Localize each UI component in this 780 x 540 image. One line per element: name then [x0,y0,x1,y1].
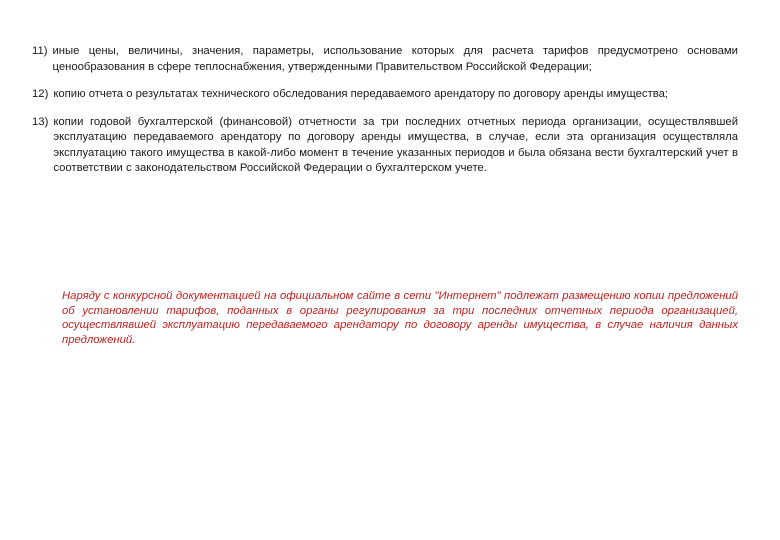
list-item-text: копии годовой бухгалтерской (финансовой) отчетности за три последних отчетных периода организации, осуществлявшей эксплуатацию передаваемого арендатору по договору аренды имущества, в случае, если эта организация осуществляла эксплуатацию такого имущества в какой-либо момент в течение указанных периодов и была обязана вести бухгалтерский учет в соответствии с законодательством Российской Федерации о бухгалтерском учете. [53,115,738,174]
list-item [32,87,738,103]
numbered-list [32,44,738,189]
list-item [32,115,738,177]
list-item-text: копию отчета о результатах технического обследования передаваемого арендатору по договору аренды имущества; [53,88,669,100]
highlighted-note: Наряду с конкурсной документацией на официальном сайте в сети "Интернет" подлежат размещению копии предложений об установлении тарифов, поданных в органы регулирования за три последних отчетных периода организацией, осуществлявшей эксплуатацию передаваемого арендатору по договору аренды имущества, в случае наличия данных предложений. [62,290,738,346]
list-item-text: иные цены, величины, значения, параметры, использование которых для расчета тарифов предусмотрено основами ценообразования в сфере теплоснабжения, утвержденными Правительством Российской Федерации; [52,45,738,73]
list-item-number: 11) [32,45,48,57]
list-item [32,44,738,75]
list-item-number: 13) [32,115,49,128]
list-item-number: 12) [32,88,49,100]
